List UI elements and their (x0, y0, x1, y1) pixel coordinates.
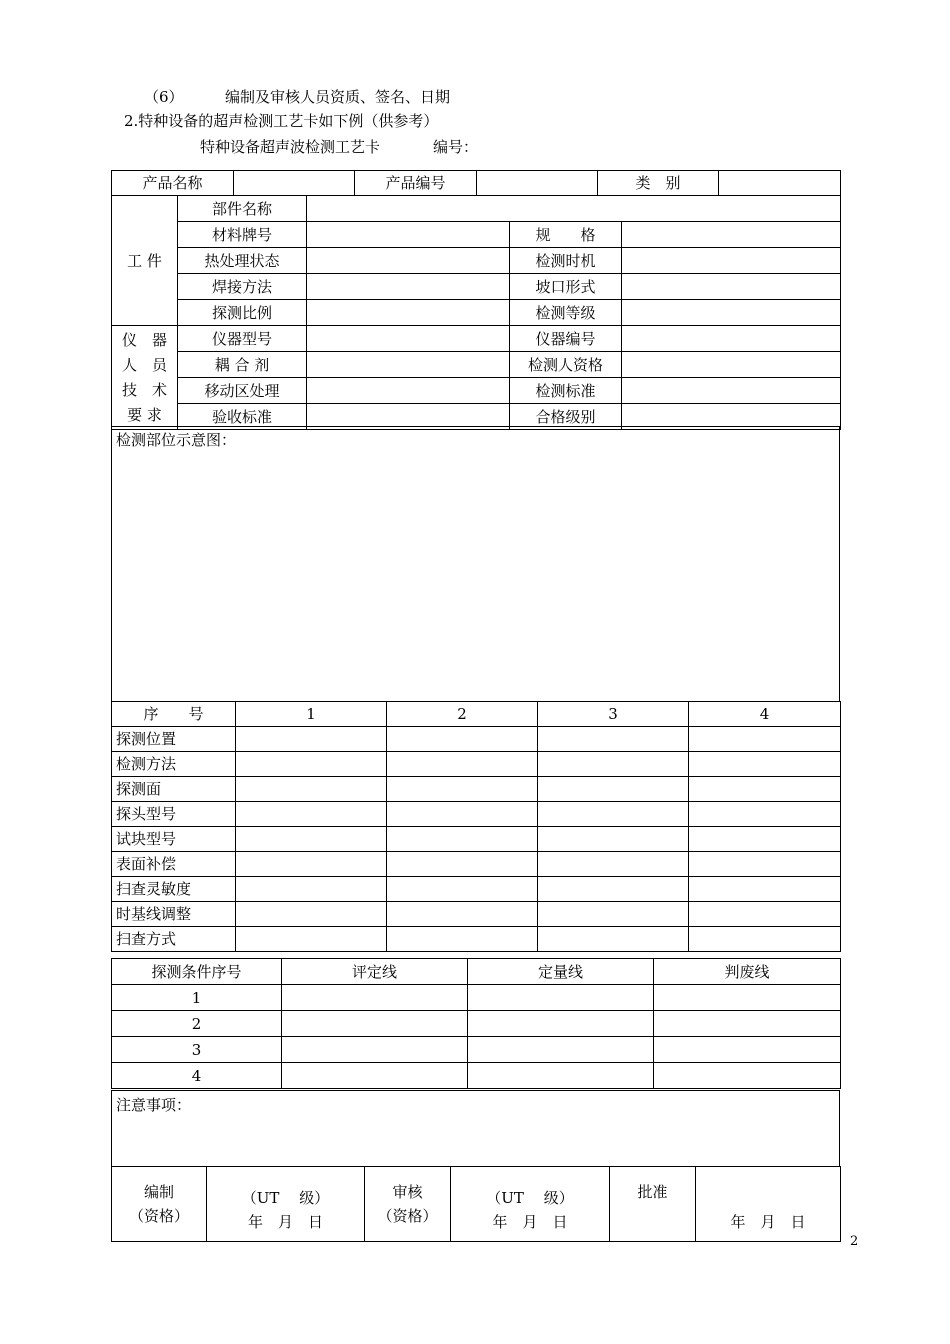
part-name-value[interactable] (307, 196, 841, 222)
table-cell[interactable] (282, 1011, 468, 1037)
cond-row-number: 2 (112, 1011, 282, 1037)
inspection-standard-value[interactable] (622, 378, 841, 404)
category-value[interactable] (719, 171, 841, 196)
seq-header-2: 2 (387, 702, 538, 727)
instrument-number-value[interactable] (622, 326, 841, 352)
table-cell[interactable] (538, 777, 689, 802)
table-cell[interactable] (689, 777, 841, 802)
couplant-value[interactable] (307, 352, 510, 378)
couplant-label: 耦 合 剂 (178, 352, 307, 378)
table-cell[interactable] (468, 1037, 654, 1063)
seq-header-3: 3 (538, 702, 689, 727)
table-cell[interactable] (689, 852, 841, 877)
table-cell[interactable] (236, 827, 387, 852)
approved-by-label (610, 1167, 696, 1242)
product-name-label: 产品名称 (112, 171, 234, 196)
table-cell[interactable] (538, 877, 689, 902)
prepared-by-signature[interactable] (207, 1167, 365, 1242)
inspection-level-label: 检测等级 (510, 300, 622, 326)
table-cell[interactable] (538, 902, 689, 927)
table-cell[interactable] (387, 777, 538, 802)
instrument-number-label: 仪器编号 (510, 326, 622, 352)
product-number-value[interactable] (477, 171, 598, 196)
table-cell[interactable] (236, 927, 387, 952)
table-cell[interactable] (236, 777, 387, 802)
seq-header-label: 序 号 (112, 702, 236, 727)
card-number-label: 编号： (433, 138, 479, 156)
table-cell[interactable] (654, 1037, 841, 1063)
table-cell[interactable] (468, 1063, 654, 1089)
table-cell[interactable] (387, 752, 538, 777)
probe-sequence-table (111, 701, 841, 952)
cond-row-number: 3 (112, 1037, 282, 1063)
table-cell[interactable] (387, 852, 538, 877)
inspection-timing-value[interactable] (622, 248, 841, 274)
prepared-by-label (112, 1167, 207, 1242)
category-label: 类 别 (598, 171, 719, 196)
reviewed-by-label (365, 1167, 451, 1242)
acceptance-standard-label: 验收标准 (178, 404, 307, 430)
product-name-value[interactable] (234, 171, 355, 196)
spec-label: 规 格 (510, 222, 622, 248)
table-cell[interactable] (282, 1037, 468, 1063)
table-cell[interactable] (689, 827, 841, 852)
cond-header-evaluation-line: 评定线 (282, 959, 468, 985)
notes-label: 注意事项： (116, 1096, 192, 1114)
qualified-grade-label: 合格级别 (510, 404, 622, 430)
timebase-adjust-label: 时基线调整 (112, 902, 236, 927)
table-cell[interactable] (654, 985, 841, 1011)
material-grade-value[interactable] (307, 222, 510, 248)
instrument-group-line-2: 人 员 (121, 355, 167, 374)
inspection-level-value[interactable] (622, 300, 841, 326)
heat-treatment-label: 热处理状态 (178, 248, 307, 274)
spec-value[interactable] (622, 222, 841, 248)
prepared-by-label-line-2: （资格） (128, 1207, 189, 1225)
table-cell[interactable] (236, 877, 387, 902)
product-number-label: 产品编号 (355, 171, 477, 196)
diagram-label: 检测部位示意图： (116, 431, 237, 449)
scan-mode-label: 扫查方式 (112, 927, 236, 952)
workpiece-instrument-table (111, 195, 841, 430)
table-cell[interactable] (538, 727, 689, 752)
welding-method-label: 焊接方法 (178, 274, 307, 300)
reviewed-by-signature[interactable] (451, 1167, 610, 1242)
material-grade-label: 材料牌号 (178, 222, 307, 248)
diagram-table (111, 426, 840, 702)
table-cell[interactable] (236, 802, 387, 827)
page-number: 2 (850, 1234, 859, 1249)
groove-form-label: 坡口形式 (510, 274, 622, 300)
probe-position-label: 探测位置 (112, 727, 236, 752)
table-cell[interactable] (654, 1011, 841, 1037)
approved-by-label-text: 批准 (637, 1183, 668, 1201)
cond-header-quantification-line: 定量线 (468, 959, 654, 985)
table-cell[interactable] (538, 827, 689, 852)
table-cell[interactable] (236, 752, 387, 777)
workpiece-group-label: 工 件 (112, 196, 178, 326)
test-block-label: 试块型号 (112, 827, 236, 852)
inspection-method-label: 检测方法 (112, 752, 236, 777)
table-cell[interactable] (689, 877, 841, 902)
table-cell[interactable] (689, 902, 841, 927)
subsection-heading: 2.特种设备的超声检测工艺卡如下例（供参考） (124, 112, 439, 130)
table-cell[interactable] (387, 877, 538, 902)
table-cell[interactable] (689, 727, 841, 752)
table-cell[interactable] (387, 802, 538, 827)
reviewed-by-label-line-1: 审核 (392, 1183, 423, 1201)
table-cell[interactable] (654, 1063, 841, 1089)
table-cell[interactable] (282, 985, 468, 1011)
instrument-model-label: 仪器型号 (178, 326, 307, 352)
table-cell[interactable] (468, 1011, 654, 1037)
reviewed-date: 年 月 日 (492, 1213, 568, 1231)
cond-row-number: 4 (112, 1063, 282, 1089)
part-name-label: 部件名称 (178, 196, 307, 222)
prepared-date: 年 月 日 (247, 1213, 323, 1231)
groove-form-value[interactable] (622, 274, 841, 300)
detection-ratio-value[interactable] (307, 300, 510, 326)
approved-by-signature[interactable] (696, 1167, 841, 1242)
moving-zone-label: 移动区处理 (178, 378, 307, 404)
table-cell[interactable] (236, 902, 387, 927)
surface-compensation-label: 表面补偿 (112, 852, 236, 877)
cond-header-rejection-line: 判废线 (654, 959, 841, 985)
table-cell[interactable] (236, 852, 387, 877)
instrument-group-line-3: 技 术 (121, 380, 167, 399)
diagram-area[interactable] (112, 427, 840, 702)
product-info-table (111, 170, 841, 196)
prepared-by-label-line-1: 编制 (143, 1183, 174, 1201)
detection-ratio-label: 探测比例 (178, 300, 307, 326)
table-cell[interactable] (468, 985, 654, 1011)
inspector-qualification-value[interactable] (622, 352, 841, 378)
probe-model-label: 探头型号 (112, 802, 236, 827)
table-cell[interactable] (689, 752, 841, 777)
table-cell[interactable] (538, 802, 689, 827)
section-number: （6） (144, 88, 184, 106)
moving-zone-value[interactable] (307, 378, 510, 404)
table-cell[interactable] (689, 802, 841, 827)
seq-header-4: 4 (689, 702, 841, 727)
table-cell[interactable] (689, 927, 841, 952)
instrument-group-line-1: 仪 器 (121, 330, 167, 349)
seq-header-1: 1 (236, 702, 387, 727)
card-title: 特种设备超声波检测工艺卡 (200, 138, 381, 156)
reviewed-ut-level: （UT 级） (486, 1189, 574, 1207)
table-cell[interactable] (538, 852, 689, 877)
table-cell[interactable] (538, 752, 689, 777)
reviewed-by-label-line-2: （资格） (377, 1207, 438, 1225)
prepared-ut-level: （UT 级） (241, 1189, 330, 1207)
table-cell[interactable] (387, 727, 538, 752)
cond-row-number: 1 (112, 985, 282, 1011)
signature-table (111, 1166, 841, 1242)
heat-treatment-value[interactable] (307, 248, 510, 274)
welding-method-value[interactable] (307, 274, 510, 300)
inspection-timing-label: 检测时机 (510, 248, 622, 274)
notes-area[interactable] (112, 1091, 840, 1167)
conditions-table (111, 958, 841, 1089)
inspection-standard-label: 检测标准 (510, 378, 622, 404)
table-cell[interactable] (387, 827, 538, 852)
approved-date: 年 月 日 (730, 1213, 806, 1231)
table-cell[interactable] (387, 927, 538, 952)
table-cell[interactable] (538, 927, 689, 952)
probe-surface-label: 探测面 (112, 777, 236, 802)
notes-table (111, 1090, 840, 1167)
inspector-qualification-label: 检测人资格 (510, 352, 622, 378)
cond-header-number: 探测条件序号 (112, 959, 282, 985)
table-cell[interactable] (236, 727, 387, 752)
table-cell[interactable] (282, 1063, 468, 1089)
scan-sensitivity-label: 扫查灵敏度 (112, 877, 236, 902)
instrument-group-line-4: 要 求 (127, 405, 162, 424)
table-cell[interactable] (387, 902, 538, 927)
instrument-group-label (112, 326, 178, 430)
section-text: 编制及审核人员资质、签名、日期 (225, 88, 451, 106)
instrument-model-value[interactable] (307, 326, 510, 352)
